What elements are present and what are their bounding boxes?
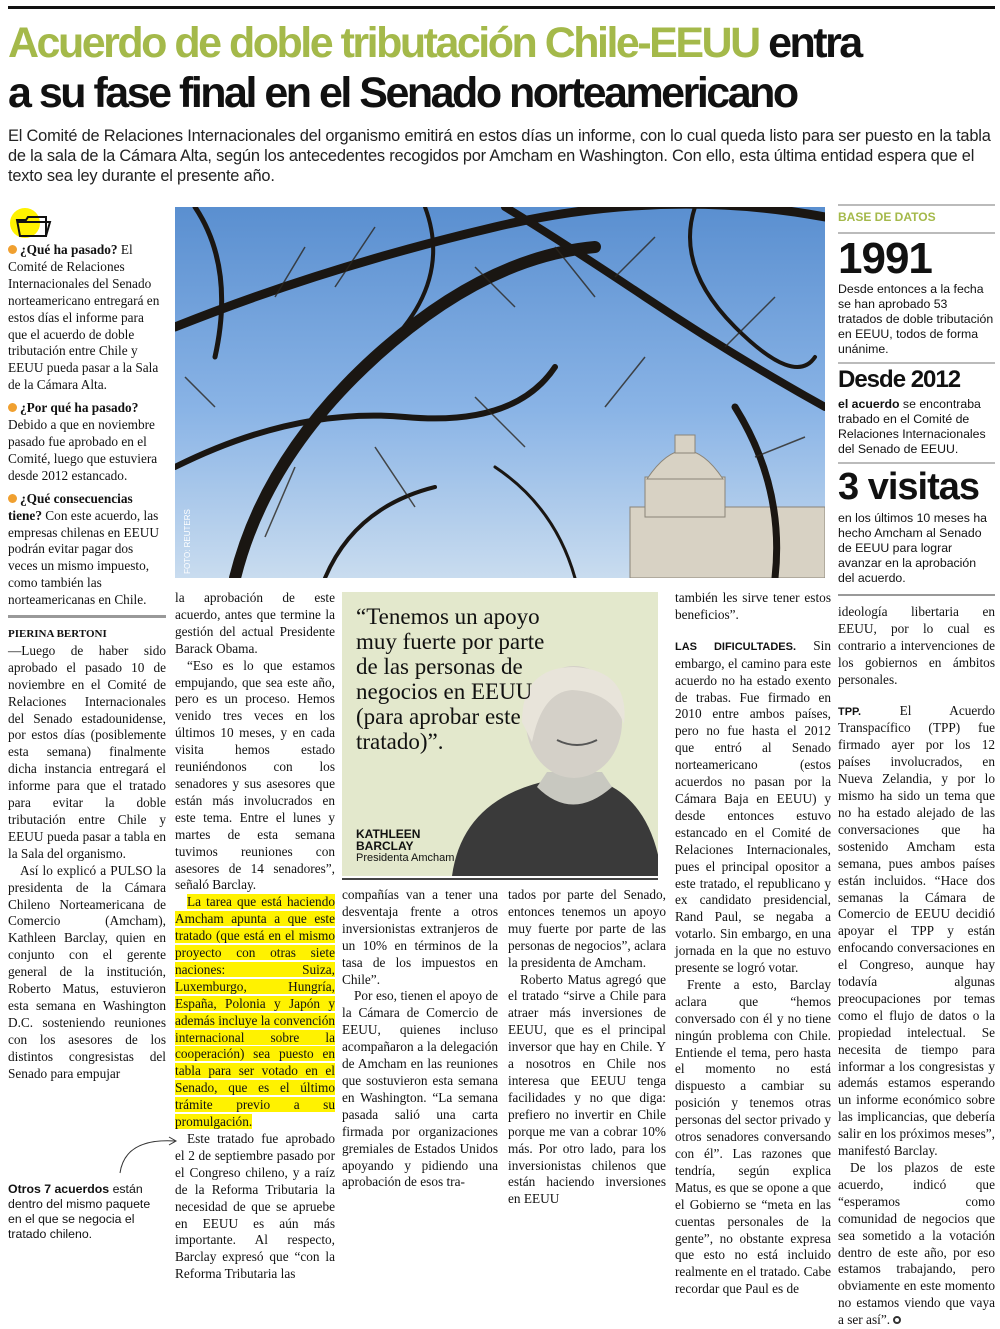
headline: Acuerdo de doble tributación Chile-EEUU entra a su fase final en el Senado norteamericano (8, 19, 861, 117)
left-column (8, 208, 166, 1242)
dek: El Comité de Relaciones Internacionales del organismo emitirá en estos días un informe, con lo cual queda listo para ser puesto en la tabla de la sala de la Cámara Alta, según los antecedentes recogidos por Amcham en Washington. Con ello, esta última entidad espera que el texto sea ley durante el presente año. (8, 127, 991, 185)
divider (8, 615, 166, 618)
subhead: TPP. (838, 705, 862, 718)
photo-credit: FOTO: REUTERS (182, 509, 192, 574)
highlighted-text: La tarea que está haciendo Amcham apunta a que este tratado (que está en el mismo proyecto con otras siete naciones: Suiza, Luxemburgo, Hungría, España, Polonia y Japón y además incluye la convención internacional sobre la cooperación) sea puesto en tabla para ser votado en el Senado, que es el último trámite previo a su promulgación. (175, 894, 335, 1130)
sidebar-title: BASE DE DATOS (838, 210, 936, 224)
article-col3a: compañías van a tener una desventaja frente a otros inversionistas extranjeros de un 10% en términos de la tasa de los impuestos en Chile”. Por eso, tienen el apoyo de la Cámara de Comercio de EEUU, quienes incluso acompañaron a la delegación de Amcham en las reuniones que sostuvieron esta semana en Washington. “La semana pasada salió una carta firmada por organizaciones gremiales de Estados Unidos apoyando y pidiendo una aprobación de esos tra- (342, 887, 498, 1190)
pull-quote: “Tenemos un apoyo muy fuerte por parte de las personas de negocios en EEUU (para aprobar este tratado)”. (356, 604, 545, 754)
main-area (0, 200, 1000, 1328)
arrow-icon (100, 1133, 180, 1178)
capitol-photo (175, 207, 825, 578)
article-col2: la aprobación de este acuerdo, antes que termine la gestión del actual Presidente Barack Obama. “Eso es lo que estamos empujando, que sea este año, pero es un proceso. Hemos venido tres veces en los últimos 10 meses, y en cada visita hemos estado reuniéndonos con los senadores y sus asesores que están más involucrados en este tema. Entre el lunes y martes de esta semana tuvimos reuniones con asesores de 14 senadores”, señaló Barclay. La tarea que está haciendo Amcham apunta a que este tratado (que está en el mismo proyecto con otras siete naciones: Suiza, Luxemburgo, Hungría, España, Polonia y Japón y además incluye la convención internacional sobre la cooperación) sea puesto en tabla para ser votado en el Senado, que es el último trámite previo a su promulgación. Este tratado fue aprobado el 2 de septiembre pasado por el Congreso chileno, y a raíz de la Reforma Tributaria la necesidad de que se apruebe en EEUU es aún más importante. Al respecto, Barclay expresó que “con la Reforma Tributaria las (175, 590, 335, 1282)
qa-box (8, 208, 166, 609)
quote-role: Presidenta Amcham (356, 852, 455, 864)
qa-item: ¿Qué ha pasado? El Comité de Relaciones Internacionales del Senado norteamericano entregará en estos días el informe para que el acuerdo de doble tributación entre Chile y EEUU pueda pasar a la Sala de la Cámara Alta. (8, 242, 160, 393)
article-col4: también les sirve tener estos beneficios”. LAS DIFICULTADES. Sin embargo, el camino para este acuerdo no ha estado exento de trabas. Fue firmado en 2010 entre ambos países, pero no fue hasta el 2012 que entró al Senado norteamericano (estos acuerdos no pasan por la Cámara Baja en EEUU) y desde entonces estuvo estancado en el Comité de Relaciones Internacionales, pues el principal opositor a este tratado, el republicano y ex candidato presidencial, Rand Paul, se negaba a votarlo. Sin embargo, en una jornada en la que no estuvo presente se logró votar. Frente a esto, Barclay aclara que “hemos conversado con él y no tiene ningún problema con Chile. Entiende el tema, pero hasta el momento no está dispuesto a cambiar su posición y tenemos otras personas del sector privado y otros senadores conversando con él”. Las razones que tendría, según explica Matus, es que se opone a que el Gobierno se “meta en las cuentas personales de la gente”, no obstante expresa que esto no está incluido realmente en el tratado. Cabe recordar que Paul es de (675, 590, 831, 1297)
quote-box: “Tenemos un apoyo muy fuerte por parte de las personas de negocios en EEUU (para aprobar este tratado)”. KATHLEEN BARCLAY Presidenta Amcham (342, 592, 658, 876)
right-column (838, 204, 995, 1329)
qa-item: ¿Qué consecuencias tiene? Con este acuerdo, las empresas chilenas en EEUU podrán evitar pagar dos veces un mismo impuesto, como también las norteamericanas en Chile. (8, 490, 160, 608)
divider (342, 878, 658, 880)
byline: PIERINA BERTONI (8, 628, 107, 641)
qa-item: ¿Por qué ha pasado? Debido a que en noviembre pasado fue aprobado en el Comité, luego que estuviera desde 2012 estancado. (8, 400, 158, 483)
quote-group (342, 592, 666, 1208)
subhead: LAS DIFICULTADES. (675, 640, 797, 653)
end-mark-icon (893, 1316, 901, 1324)
side-note: Otros 7 acuerdos están dentro del mismo paquete en el que se negocia el tratado chileno. (8, 1181, 151, 1241)
header (0, 0, 1000, 186)
article-col5: ideología libertaria en EEUU, por lo cual es contrario a intervenciones de los gobiernos en ámbitos personales. TPP. El Acuerdo Transpacífico (TPP) fue firmado ayer por los 12 países involucrados, en Nueva Zelandia, y por lo mismo ha sido un tema que no ha estado alejado de las conversaciones que ha sostenido Amcham esta semana, pues ambos países están incluidos. “Hace dos semanas la Cámara de Comercio de EEUU decidió apoyar el TPP y están enfocando conversaciones en el Congreso, aunque hay todavía algunas preocupaciones por temas como el flujo de datos o la propiedad intelectual. Se necesita de tiempo para informar a los congresistas y además estamos esperando un informe económico sobre las implicancias, que debería salir en los próximos meses”, manifestó Barclay. De los plazos de este acuerdo, indicó que “esperamos como comunidad de negocios que sea sometido a la votación dentro de este año, por eso estamos trabajando, pero obviamente en este momento no estamos viendo que vaya a ser así”. (838, 604, 995, 1328)
article-col1: PIERINA BERTONI —Luego de haber sido aprobado el pasado 10 de noviembre en el Comité de Relaciones Internacionales del Senado estadounidense, por estos días (posiblemente esta semana) finalmente dicha instancia entregará el informe para que el tratado para evitar la doble tributación entre Chile y EEUU pueda pasar a tabla en la Sala del organismo. Así lo explicó a PULSO la presidenta de la Cámara Chileno Norteamericana de Comercio (Amcham), Kathleen Barclay, quien en conjunto con el gerente general de la institución, Roberto Matus, estuvieron esta semana en Washington D.C. sosteniendo reuniones con los asesores de los distintos congresistas del Senado para empujar (8, 628, 166, 1081)
article-col3b: tados por parte del Senado, entonces tenemos un apoyo muy fuerte por parte de las personas de negocios”, aclara la presidenta de Amcham. Roberto Matus agregó que el tratado “sirve a Chile para atraer más inversiones de EEUU, que es el principal inversor que hay en Chile. Y a nosotros en Chile nos interesa que EEUU tenga facilidades y no que diga: prefiero no invertir en Chile porque me van a cobrar 10% más. Por otro lado, para los inversionistas chilenos que están haciendo inversiones en EEUU (508, 887, 666, 1207)
data-sidebar: BASE DE DATOS 1991 Desde entonces a la fecha se han aprobado 53 tratados de doble tributación en EEUU, todos de forma unánime. Desde 2012 el acuerdo se encontraba trabado en el Comité de Relaciones Internacionales del Senado de EEUU. 3 visitas en los últimos 10 meses ha hecho Amcham al Senado de EEUU para lograr avanzar en la aprobación del acuerdo. (838, 204, 995, 596)
quote-author: KATHLEEN (356, 827, 421, 841)
top-rule (8, 6, 995, 9)
folder-icon (8, 208, 166, 242)
